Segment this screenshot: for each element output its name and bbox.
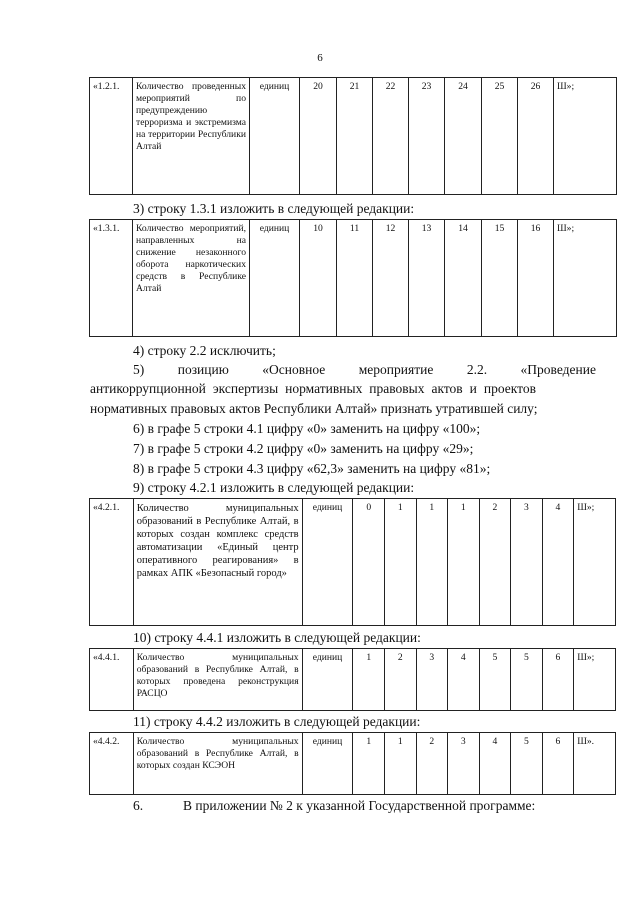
item-5-word: мероприятие: [358, 362, 434, 377]
value-cell: 3: [511, 499, 543, 626]
row-number: «1.2.1.: [90, 78, 133, 195]
value-cell: 1: [353, 649, 385, 711]
value-cell: 5: [511, 649, 543, 711]
item-7: 7) в графе 5 строки 4.2 цифру «0» заменить на цифру «29»;: [133, 441, 474, 456]
value-cell: 3: [416, 649, 448, 711]
item-9: 9) строку 4.2.1 изложить в следующей редакции:: [133, 480, 415, 495]
indicator-name: Количество проведенных мероприятий по предупреждению терроризма и экстремизма на территории Республики Алтай: [133, 78, 250, 195]
unit-cell: единиц: [250, 220, 300, 337]
indicator-name: Количество муниципальных образований в Республике Алтай, в которых создан КСЭОН: [133, 733, 302, 795]
value-cell: 2: [416, 733, 448, 795]
unit-cell: единиц: [302, 649, 353, 711]
value-cell: 25: [482, 78, 518, 195]
table-row-1-2-1: [89, 77, 617, 195]
end-cell: Ш»;: [554, 220, 617, 337]
item-5-word: «Основное: [262, 362, 326, 377]
value-cell: 4: [479, 733, 511, 795]
value-cell: 1: [416, 499, 448, 626]
value-cell: 4: [448, 649, 480, 711]
table-row-4-4-2: [89, 732, 616, 795]
value-cell: 2: [479, 499, 511, 626]
section-6-text: В приложении № 2 к указанной Государственной программе:: [183, 798, 536, 813]
item-11: 11) строку 4.4.2 изложить в следующей редакции:: [133, 714, 421, 729]
value-cell: 4: [542, 499, 574, 626]
indicator-name: Количество муниципальных образований в Республике Алтай, в которых создан комплекс средств автоматизации «Единый центр оперативного реагирования» в рамках АПК «Безопасный город»: [133, 499, 302, 626]
value-cell: 14: [445, 220, 482, 337]
end-cell: Ш»;: [574, 499, 616, 626]
value-cell: 1: [385, 499, 417, 626]
value-cell: 6: [542, 649, 574, 711]
item-4: 4) строку 2.2 исключить;: [133, 343, 276, 358]
row-number: «4.2.1.: [90, 499, 134, 626]
item-5-line-3: нормативных правовых актов Республики Алтай» признать утратившей силу;: [90, 401, 538, 416]
row-number: «4.4.2.: [90, 733, 134, 795]
item-5-word: 5): [133, 362, 145, 377]
item-6: 6) в графе 5 строки 4.1 цифру «0» заменить на цифру «100»;: [133, 421, 481, 436]
indicator-name: Количество мероприятий, направленных на снижение незаконного оборота наркотических средств в Республике Алтай: [133, 220, 250, 337]
value-cell: 5: [479, 649, 511, 711]
item-5-word: «Проведение: [520, 362, 596, 377]
section-6-number: 6.: [133, 798, 144, 813]
end-cell: Ш».: [574, 733, 616, 795]
unit-cell: единиц: [302, 499, 353, 626]
value-cell: 21: [337, 78, 373, 195]
value-cell: 1: [448, 499, 480, 626]
value-cell: 26: [518, 78, 554, 195]
value-cell: 13: [409, 220, 445, 337]
page-number: 6: [317, 52, 323, 64]
value-cell: 22: [373, 78, 409, 195]
item-5-word: 2.2.: [466, 362, 488, 377]
value-cell: 16: [518, 220, 554, 337]
item-5-line-2: антикоррупционной экспертизы нормативных правовых актов и проектов: [90, 381, 536, 396]
value-cell: 24: [445, 78, 482, 195]
value-cell: 12: [373, 220, 409, 337]
table-row-1-3-1: [89, 219, 617, 337]
value-cell: 23: [409, 78, 445, 195]
value-cell: 10: [300, 220, 337, 337]
row-number: «4.4.1.: [90, 649, 134, 711]
value-cell: 11: [337, 220, 373, 337]
value-cell: 15: [482, 220, 518, 337]
unit-cell: единиц: [302, 733, 353, 795]
item-5-word: позицию: [177, 362, 229, 377]
table-row-4-4-1: [89, 648, 616, 711]
value-cell: 5: [511, 733, 543, 795]
value-cell: 0: [353, 499, 385, 626]
row-number: «1.3.1.: [90, 220, 133, 337]
table-row-4-2-1: [89, 498, 616, 626]
end-cell: Ш»;: [554, 78, 617, 195]
item-10: 10) строку 4.4.1 изложить в следующей редакции:: [133, 630, 421, 645]
value-cell: 20: [300, 78, 337, 195]
item-3: 3) строку 1.3.1 изложить в следующей редакции:: [133, 201, 415, 216]
indicator-name: Количество муниципальных образований в Республике Алтай, в которых проведена реконструкция РАСЦО: [133, 649, 302, 711]
end-cell: Ш»;: [574, 649, 616, 711]
value-cell: 6: [542, 733, 574, 795]
value-cell: 1: [385, 733, 417, 795]
value-cell: 2: [385, 649, 417, 711]
item-8: 8) в графе 5 строки 4.3 цифру «62,3» заменить на цифру «81»;: [133, 461, 491, 476]
value-cell: 1: [353, 733, 385, 795]
value-cell: 3: [448, 733, 480, 795]
item-5-line-1: [133, 361, 596, 378]
unit-cell: единиц: [250, 78, 300, 195]
